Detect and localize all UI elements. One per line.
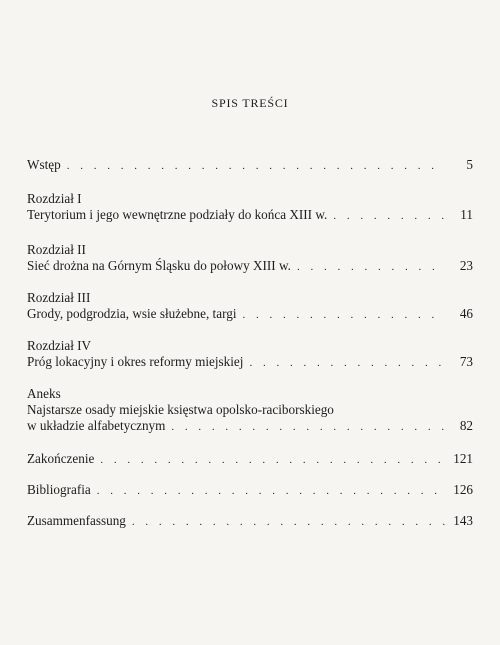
toc-line [27,354,473,371]
entry-title-continued: w układzie alfabetycznym [27,418,166,433]
page-number: 23 [459,258,473,273]
dot-leader [171,419,445,435]
toc-line [27,157,473,174]
toc-line [27,482,473,499]
page-number: 82 [459,418,473,433]
page-number: 46 [459,306,473,321]
toc-heading: SPIS TREŚCI [211,96,289,110]
chapter-label: Rozdział I [27,191,82,206]
dot-leader [97,483,445,499]
page-number: 5 [466,157,473,172]
entry-title: Bibliografia [27,482,91,497]
chapter-label: Aneks [27,386,61,401]
chapter-label: Rozdział IV [27,338,92,353]
toc-line [27,258,473,275]
toc-entry-introduction [27,157,473,174]
toc-entry-annex [27,386,473,435]
dot-leader [100,452,445,468]
toc-entry-summary [27,513,473,530]
entry-title: Zakończenie [27,451,95,466]
toc-entry-conclusion [27,451,473,468]
toc-entry-chapter-3 [27,290,473,323]
chapter-label: Rozdział III [27,290,91,305]
dot-leader [249,355,445,371]
toc-entry-chapter-4 [27,338,473,371]
toc-line [27,418,473,435]
entry-title: Terytorium i jego wewnętrzne podziały do końca XIII w. [27,207,328,222]
dot-leader [333,208,445,224]
page-number: 11 [460,207,473,222]
entry-title: Najstarsze osady miejskie księstwa opolsko-raciborskiego [27,402,334,417]
entry-title: Wstęp [27,157,61,172]
page-number: 126 [453,482,473,497]
page-number: 143 [453,513,473,528]
toc-entry-bibliography [27,482,473,499]
page-number: 121 [453,451,473,466]
toc-entry-chapter-1 [27,191,473,224]
entry-title: Próg lokacyjny i okres reformy miejskiej [27,354,244,369]
page-number: 73 [459,354,473,369]
entry-title: Sieć drożna na Górnym Śląsku do połowy XIII w. [27,258,291,273]
entry-title: Grody, podgrodzia, wsie służebne, targi [27,306,237,321]
entry-title: Zusammenfassung [27,513,126,528]
toc-line [27,306,473,323]
toc-line [27,513,473,530]
chapter-label: Rozdział II [27,242,86,257]
toc-line [27,207,473,224]
dot-leader [132,514,445,530]
dot-leader [67,158,445,174]
toc-entry-chapter-2 [27,242,473,275]
dot-leader [242,307,445,323]
dot-leader [297,259,445,275]
toc-line [27,451,473,468]
